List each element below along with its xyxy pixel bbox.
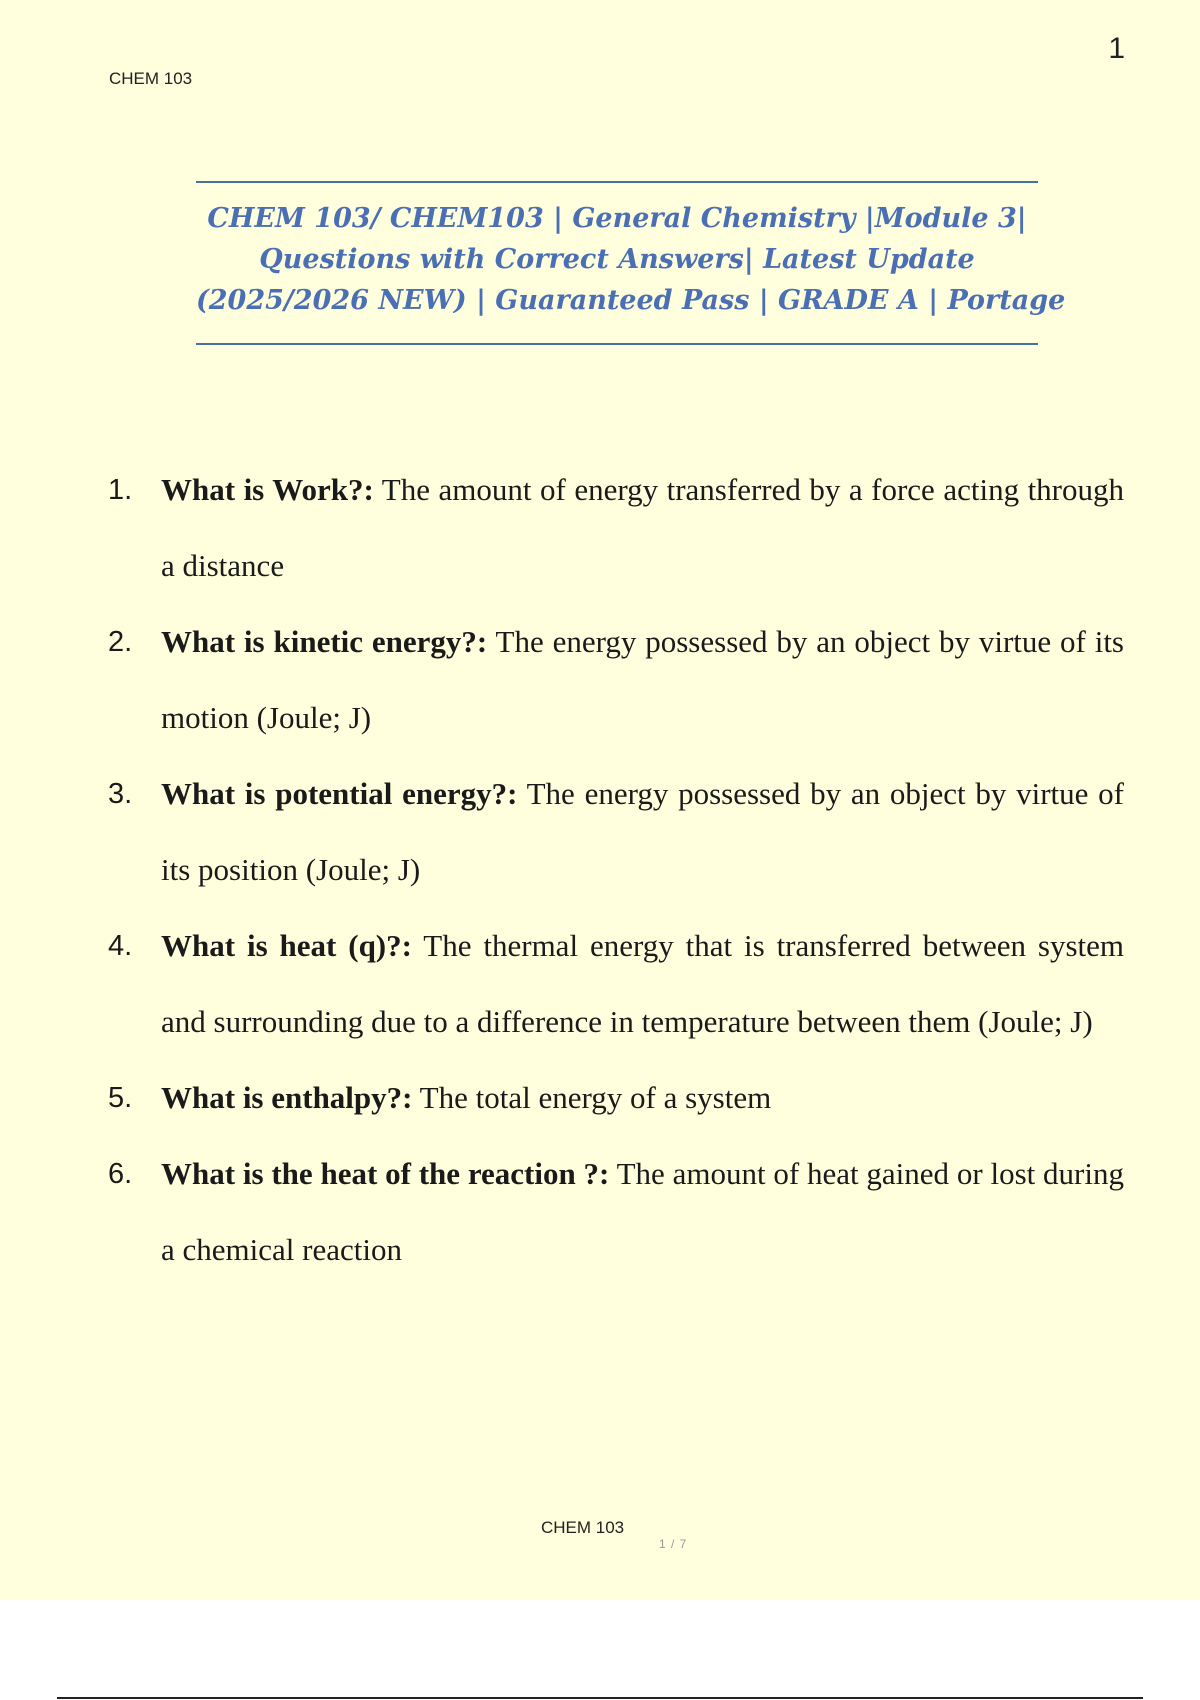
question-item-2 bbox=[108, 604, 1124, 756]
title-line-3: (2025/2026 NEW) | Guaranteed Pass | GRADE A | Portage bbox=[196, 285, 1066, 316]
footer-course-label: CHEM 103 bbox=[541, 1518, 625, 1537]
answer-text: The energy possessed by an object by virtue of its motion (Joule; J) bbox=[161, 624, 1124, 735]
question-item-3 bbox=[108, 756, 1124, 908]
answer-text: The total energy of a system bbox=[412, 1080, 772, 1115]
question-text: What is Work?: bbox=[161, 472, 374, 507]
question-number: 6. bbox=[108, 1158, 133, 1190]
question-text: What is potential energy?: bbox=[161, 776, 518, 811]
question-number: 2. bbox=[108, 626, 133, 658]
question-item-5 bbox=[108, 1060, 1124, 1136]
answer-text: The amount of heat gained or lost during a chemical reaction bbox=[161, 1156, 1124, 1267]
answer-text: The amount of energy transferred by a force acting through a distance bbox=[161, 472, 1125, 583]
answer-text: The energy possessed by an object by virtue of its position (Joule; J) bbox=[161, 776, 1124, 887]
question-number: 4. bbox=[108, 930, 133, 962]
question-item-4 bbox=[108, 908, 1124, 1060]
question-text: What is enthalpy?: bbox=[161, 1080, 413, 1115]
question-number: 3. bbox=[108, 778, 133, 810]
question-number: 1. bbox=[108, 474, 133, 506]
question-item-1 bbox=[108, 452, 1124, 604]
title-top-rule bbox=[196, 181, 1038, 183]
question-list bbox=[108, 452, 1124, 1288]
answer-text: The thermal energy that is transferred between system and surrounding due to a difference in temperature between them (Joule; J) bbox=[161, 928, 1124, 1039]
page-indicator: 1 / 7 bbox=[659, 1537, 688, 1551]
question-item-6 bbox=[108, 1136, 1124, 1288]
question-text: What is the heat of the reaction ?: bbox=[161, 1156, 610, 1191]
question-number: 5. bbox=[108, 1082, 133, 1114]
header-course-label: CHEM 103 bbox=[109, 69, 193, 88]
question-text: What is kinetic energy?: bbox=[161, 624, 488, 659]
page-separator-rule bbox=[57, 1697, 1143, 1699]
title-line-2: Questions with Correct Answers| Latest Update bbox=[259, 244, 975, 275]
title-bottom-rule bbox=[196, 343, 1038, 345]
page-number: 1 bbox=[1108, 32, 1125, 65]
question-text: What is heat (q)?: bbox=[161, 928, 412, 963]
title-line-1: CHEM 103/ CHEM103 | General Chemistry |Module 3| bbox=[207, 203, 1027, 234]
document-title bbox=[196, 198, 1066, 321]
